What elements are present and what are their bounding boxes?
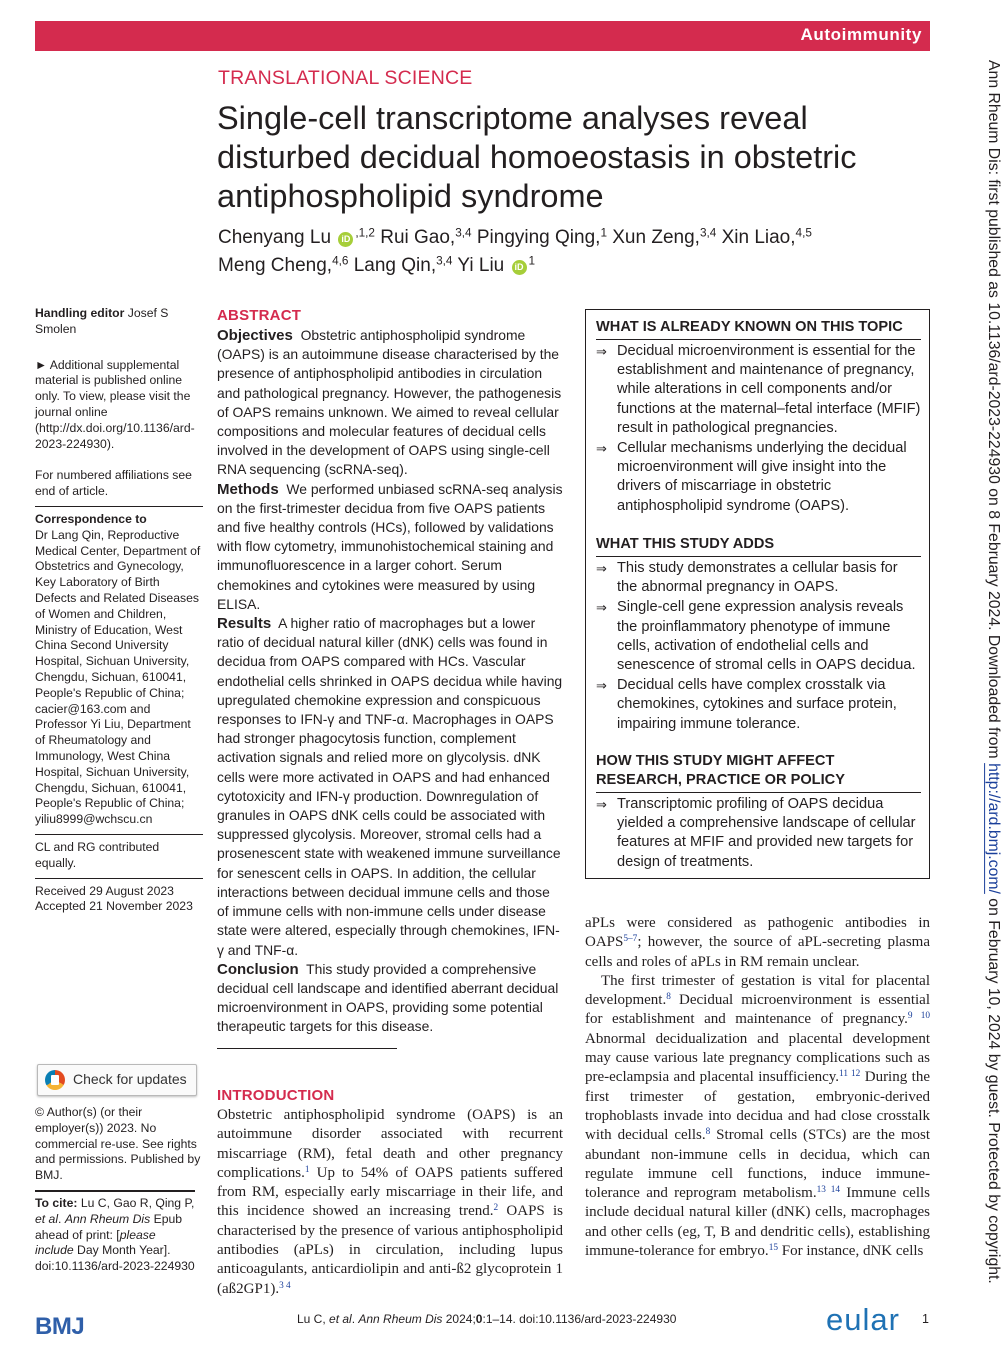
bmj-logo: BMJ (35, 1313, 85, 1340)
divider (217, 1048, 397, 1049)
author-name[interactable]: Pingying Qing, (471, 227, 601, 248)
download-stamp: Ann Rheum Dis: first published as 10.1136/ard-2023-224930 on 8 February 2024. Downloaded from http://ard.bmj.com/ on February 10, 2024 by guest. Protected by copyright. (985, 60, 1002, 1284)
abstract-heading: ABSTRACT (217, 307, 302, 324)
author-affil: 3,4 (455, 226, 472, 240)
orcid-icon[interactable]: iD (512, 260, 527, 275)
divider (35, 878, 203, 879)
eular-logo: eular (826, 1302, 900, 1337)
correspondence-text: Dr Lang Qin, Reproductive Medical Center, Department of Obstetrics and Gynecology, Key Laboratory of Birth Defects and Related Diseases of Women and Children, Ministry of Education, West China Second University Hospital, Sichuan University, Chengdu, Sichuan, 610041, People's Republic of China; cacier@163.com and Professor Yi Liu, Department of Rheumatology and Immunology, West China Hospital, Sichuan University, Chengdu, Sichuan, 610041, People's Republic of China; yiliu8999@wchscu.cn (35, 527, 201, 827)
author-line-2 (218, 252, 858, 280)
list-item: ⇒ Cellular mechanisms underlying the decidual microenvironment will give insight into the drivers of miscarriage in obstetric antiphospholipid syndrome (OAPS). (596, 439, 921, 516)
list-item: ⇒ Single-cell gene expression analysis reveals the proinflammatory phenotype of immune cells, activation of endothelial cells and senescence of stromal cells in OAPS decidua. (596, 598, 921, 675)
list-item: ⇒ Decidual microenvironment is essential for the establishment and maintenance of pregnancy, while alterations in cell components and/or functions at the maternal–fetal interface (MFIF) result in pathological pregnancies. (596, 342, 921, 438)
body-text-right (585, 914, 930, 1261)
author-affil: 4,5 (795, 226, 812, 240)
handling-editor: Handling editor Josef S Smolen (35, 306, 169, 336)
list-item: ⇒ Decidual cells have complex crosstalk via chemokines, cytokines and surface protein, impairing immune tolerance. (596, 676, 921, 734)
copyright-note: © Author(s) (or their employer(s)) 2023. No commercial re-use. See rights and permissions. Published by BMJ. (35, 1105, 201, 1183)
author-affil: ,1,2 (355, 226, 375, 240)
author-affil: 3,4 (436, 254, 453, 268)
author-affil: 4,6 (332, 254, 349, 268)
author-name[interactable]: Xun Zeng, (606, 227, 700, 248)
reference-link[interactable]: 9 10 (907, 1011, 930, 1022)
author-name[interactable]: Lang Qin, (348, 255, 437, 276)
author-name[interactable]: Yi Liu (452, 255, 505, 276)
article-type: TRANSLATIONAL SCIENCE (218, 67, 473, 89)
paragraph: The first trimester of gestation is vital for placental development.$^8$ Decidual microenvironment is essential for establishment and maintenance of pregnancy.$^{9 10}$ Abnormal decidualization and placental development may cause various late pregnancy complications such as pre-eclampsia and placental insufficiency.$^{11 12}$ During the first trimester of gestation, embryonic-derived trophoblasts invade into decidua and had close crosstalk with decidual cells.$^8$ Stromal cells (STCs) are the most abundant non-immune cells in decidua, which can regulate immune cell functions, induce immune-tolerance and reprogram metabolism.$^{13 14}$ Immune cells include decidual natural killer (dNK) cells, macrophages and other cells (eg, T, B and dendritic cells), establishing immune-tolerance for embryo.$^{15}$ For instance, dNK cells (585, 972, 930, 1260)
reference-link[interactable]: 15 (768, 1242, 778, 1253)
reference-link[interactable]: 8 (705, 1127, 711, 1138)
divider (35, 834, 203, 835)
crossmark-icon (45, 1070, 65, 1090)
abstract-methods: Methods We performed unbiased scRNA-seq analysis on the first-trimester decidua from five OAPS patients and five healthy controls (HCs), followed by validations with flow cytometry, immunohistochemical staining and immunofluorescence in a larger cohort. Serum chemokines and cytokines were measured by using ELISA. (217, 480, 563, 612)
reference-link[interactable]: 8 (666, 992, 671, 1003)
article-title: Single-cell transcriptome analyses reveal disturbed decidual homoeostasis in obstetric antiphospholipid syndrome (217, 100, 857, 214)
divider (35, 506, 203, 507)
affiliations-note: For numbered affiliations see end of article. (35, 468, 192, 499)
journal-link[interactable]: http://ard.bmj.com/ (985, 763, 1002, 894)
accepted-date: Accepted 21 November 2023 (35, 899, 193, 914)
page-number: 1 (922, 1312, 929, 1326)
author-list (218, 224, 858, 280)
reference-link[interactable]: 5–7 (623, 934, 638, 945)
reference-link[interactable]: 11 12 (839, 1069, 861, 1080)
citation-box: To cite: Lu C, Gao R, Qing P, et al. Ann Rheum Dis Epub ahead of print: [please include Day Month Year]. doi:10.1136/ard-2023-224930 (35, 1190, 195, 1275)
abstract-results: Results A higher ratio of macrophages but a lower ratio of decidual natural killer (dNK) cells was found in decidua from OAPS compared with HCs. Vascular endothelial cells shrinked in OAPS decidua while having upregulated chemokine expression and conspicuous responses to IFN-γ and TNF-α. Macrophages in OAPS had stronger phagocytosis function, complement activation signals and relied more on glycolysis. dNK cells were more activated in OAPS and had enhanced cytotoxicity and IFN-γ production. Downregulation of granules in OAPS dNK cells could be associated with suppressed glycolysis. Moreover, stromal cells had a prosenescent state with weakened immune surveillance for senescent cells in OAPS. In addition, the cellular interactions between decidual immune cells and those of immune cells with non-immune cells under disease state were altered, especially through chemokines, IFN-γ and TNF-α. (217, 615, 563, 958)
box-heading-adds: WHAT THIS STUDY ADDS (596, 535, 921, 557)
author-affil: 1 (600, 226, 607, 240)
check-updates-button[interactable]: Check for updates (37, 1064, 197, 1096)
orcid-icon[interactable]: iD (338, 232, 353, 247)
reference-link[interactable]: 3 4 (279, 1280, 291, 1291)
contribution-note: CL and RG contributed equally. (35, 839, 160, 870)
reference-link[interactable]: 1 (304, 1164, 310, 1175)
journal-banner (35, 21, 930, 51)
author-affil: 1 (528, 254, 536, 268)
supplemental-note: ► Additional supplemental material is published online only. To view, please visit the journal online (http://dx.doi.org/10.1136/ard-2023-224930). (35, 357, 195, 451)
list-item: ⇒ Transcriptomic profiling of OAPS decidua yielded a comprehensive landscape of cellular features at MFIF and provided new targets for design of treatments. (596, 795, 921, 872)
section-category: Autoimmunity (800, 25, 922, 44)
author-line-1 (218, 224, 858, 252)
correspondence-label: Correspondence to (35, 511, 147, 526)
introduction-text: Obstetric antiphospholipid syndrome (OAPS) is an autoimmune disorder associated with recurrent miscarriage (RM), fetal death and other pregnancy complications.$^1$ Up to 54% of OAPS patients suffered from RM, especially early miscarriage in their life, and this incidence showed an increasing trend.$^2$ OAPS is characterised by the presence of various antiphospholipid antibodies (aPLs) in circulation, including lupus anticoagulants, anticardiolipin and anti-ß2 glycoprotein 1 (aß2GP1).$^{3 4}$ (217, 1107, 563, 1297)
reference-link[interactable]: 2 (493, 1203, 499, 1214)
author-name[interactable]: Xin Liao, (716, 227, 796, 248)
box-heading-known: WHAT IS ALREADY KNOWN ON THIS TOPIC (596, 318, 921, 340)
abstract-objectives: Objectives Obstetric antiphospholipid syndrome (OAPS) is an autoimmune disease characterised by the presence of antiphospholipid antibodies in circulation and pathological pregnancy. However, the pathogenesis of OAPS remains unknown. We aimed to reveal cellular compositions and molecular features of decidual cells involved in the development of OAPS using single-cell RNA sequencing (scRNA-seq). (217, 327, 562, 478)
paragraph: aPLs were considered as pathogenic antibodies in OAPS$^{5-7}$; however, the source of aPL-secreting plasma cells and roles of aPLs in RM remain unclear. (585, 915, 930, 970)
list-item: ⇒ This study demonstrates a cellular basis for the abnormal pregnancy in OAPS. (596, 559, 921, 597)
adds-list (596, 559, 921, 735)
reference-link[interactable]: 13 14 (816, 1185, 841, 1196)
known-list (596, 342, 921, 517)
abstract-conclusion: Conclusion This study provided a comprehensive decidual cell landscape and identified aberrant decidual microenvironment in OAPS, providing some potential therapeutic targets for this disease. (217, 960, 559, 1035)
author-name[interactable]: Meng Cheng, (218, 255, 333, 276)
introduction-heading: INTRODUCTION (217, 1087, 335, 1104)
abstract-body (217, 326, 563, 1037)
author-name[interactable]: Rui Gao, (374, 227, 456, 248)
author-affil: 3,4 (699, 226, 717, 240)
affects-list (596, 795, 921, 873)
received-date: Received 29 August 2023 (35, 883, 174, 898)
box-heading-affects: HOW THIS STUDY MIGHT AFFECT RESEARCH, PRACTICE OR POLICY (596, 752, 921, 793)
footer-citation: Lu C, et al. Ann Rheum Dis 2024;0:1–14. doi:10.1136/ard-2023-224930 (297, 1312, 677, 1326)
author-name[interactable]: Chenyang Lu (218, 227, 332, 248)
side-column (35, 306, 203, 915)
